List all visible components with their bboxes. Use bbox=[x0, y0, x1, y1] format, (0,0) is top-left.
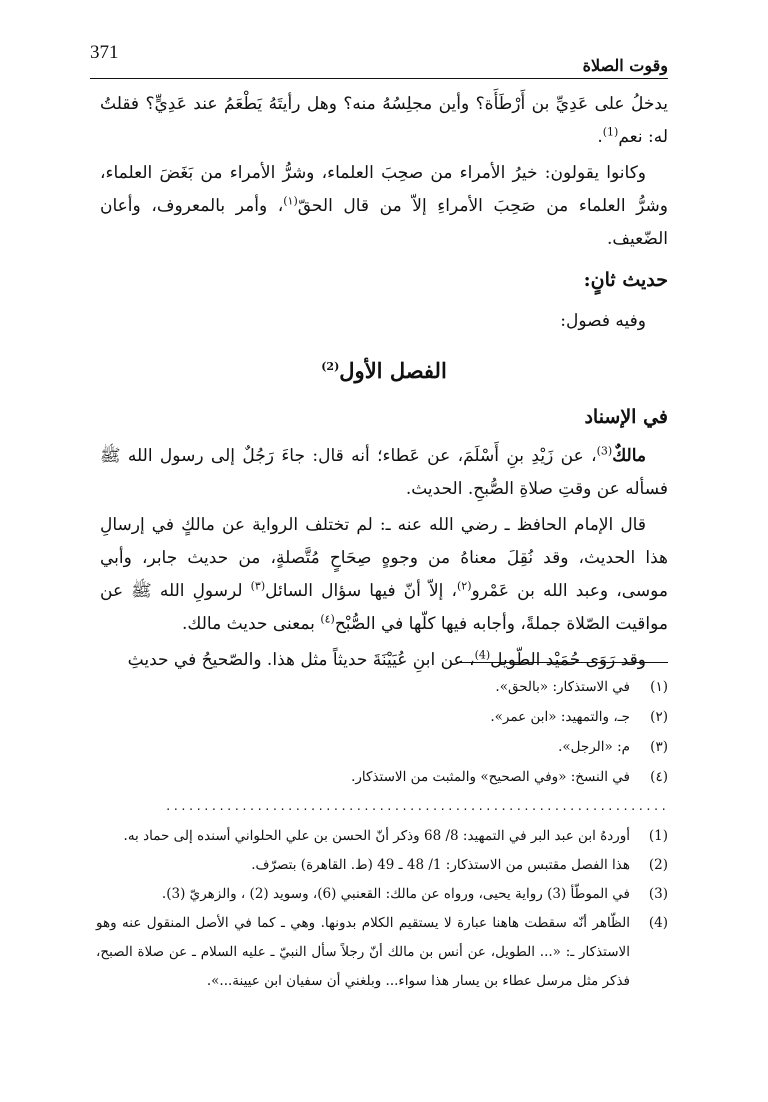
footnote-item: (٢) جـ، والتمهيد: «ابن عمر». bbox=[490, 709, 668, 725]
footnote-item: (2) هذا الفصل مقتبس من الاستذكار: 1/ 48 ـ 49 (ط. القاهرة) بتصرّف. bbox=[251, 857, 668, 873]
isnad-heading: في الإسناد bbox=[584, 406, 668, 428]
footnotes-top bbox=[96, 672, 668, 792]
footnote-item: (3) في الموطّأ (3) رواية يحيى، ورواه عن مالك: القعنبي (6)، وسويد (2) ، والزهريّ (3). bbox=[161, 886, 668, 902]
footnote-item: (4) الظّاهر أنّه سقطت هاهنا عبارة لا يستقيم الكلام بدونها. وهي ـ كما في الأصل المنقول عنه وهو الاستذكار ـ: «... الطويل، عن أنس بن مالك أنّ رجلاً سأل النبيّ ـ عليه السلام ـ عن صلاة الصبح، فذكر مثل مرسل عطاء بن يسار هذا سواء... وبلغني أن سفيان ابن عيينة...». bbox=[96, 915, 668, 989]
footnote-ref: (٤) bbox=[320, 612, 335, 626]
page-header bbox=[90, 38, 668, 79]
chapter-title: الفصل الأول$^{(2)}$ bbox=[321, 358, 447, 383]
footnote-ref: (٢) bbox=[457, 579, 472, 593]
footnote-ref: (4) bbox=[474, 648, 491, 662]
paragraph-2: وكانوا يقولون: خيرُ الأمراء من صحِبَ العلماء، وشرُّ الأمراء من بَغَضَ العلماء، وشرُّ العلماء من صَحِبَ الأمراءِ إلاّ من قال الحقّ$^{(١)}$، وأمر بالمعروف، وأعان الضّعيف. bbox=[100, 163, 668, 249]
footnotes-bottom bbox=[96, 822, 668, 996]
running-title: وقوت الصلاة bbox=[582, 56, 668, 75]
footnote-ref: (3) bbox=[596, 444, 613, 458]
footnote-ref: (١) bbox=[283, 194, 298, 208]
footnote-ref: (2) bbox=[321, 360, 340, 373]
fusul-line: وفيه فصول: bbox=[560, 311, 646, 331]
footnote-ref: (٣) bbox=[250, 579, 266, 593]
page-number: 371 bbox=[90, 42, 119, 63]
paragraph-1: يدخلُ على عَدِيِّ بن أَرْطَأَة؟ وأين مجلِسُهُ منه؟ وهل رأيتَهُ يَطْعَمُ عند عَدِيٍّ؟ فقلتُ له: نعم$^{(1)}$. bbox=[100, 94, 668, 147]
footnote-item: (1) أوردهُ ابن عبد البر في التمهيد: 8/ 68 وذكر أنّ الحسن بن علي الحلواني أسنده إلى حماد به. bbox=[123, 828, 668, 844]
dotted-separator: .................................................................. bbox=[164, 800, 668, 813]
footnote-item: (٣) م: «الرجل». bbox=[558, 739, 668, 755]
paragraph-3: قال الإمام الحافظ ـ رضي الله عنه ـ: لم تختلف الرواية عن مالكٍ في إرسالِ هذا الحديث، وقد نُقِلَ معناهُ من وجوهٍ صِحَاحٍ مُتَّصلةٍ، من حديث جابر، وأبي موسى، وعبد الله بن عَمْرو$^{(٢)}$، إلاّ أنّ فيها سؤال السائل$^{(٣)}$ لرسولِ الله ﷺ عن مواقيت الصّلاة جملةً، وأجابه فيها كلّها في الصُّبْح$^{(٤)}$ بمعنى حديث مالك. bbox=[100, 515, 668, 634]
footnote-item: (٤) في النسخ: «وفي الصحيح» والمثبت من الاستذكار. bbox=[351, 769, 668, 785]
paragraph-4: وقد رَوَى حُمَيْد الطّويل$^{(4)}$، عن ابنِ عُيَيْنَةَ حديثاً مثل هذا. والصّحيحُ في حديثِ bbox=[127, 648, 646, 670]
hadith-heading: حديث ثانٍ: bbox=[583, 269, 668, 291]
footnote-ref: (1) bbox=[602, 125, 619, 139]
footnote-item: (١) في الاستذكار: «بالحق». bbox=[495, 679, 668, 695]
main-text bbox=[100, 88, 668, 680]
malik-paragraph: مالكٌ$^{(3)}$، عن زَيْدِ بنِ أَسْلَمَ، عن عَطاء؛ أنه قال: جاءَ رَجُلٌ إلى رسول الله ﷺ فسأله عن وقتِ صلاةِ الصُّبحِ. الحديث. bbox=[100, 444, 668, 499]
footnote-rule bbox=[458, 662, 668, 663]
